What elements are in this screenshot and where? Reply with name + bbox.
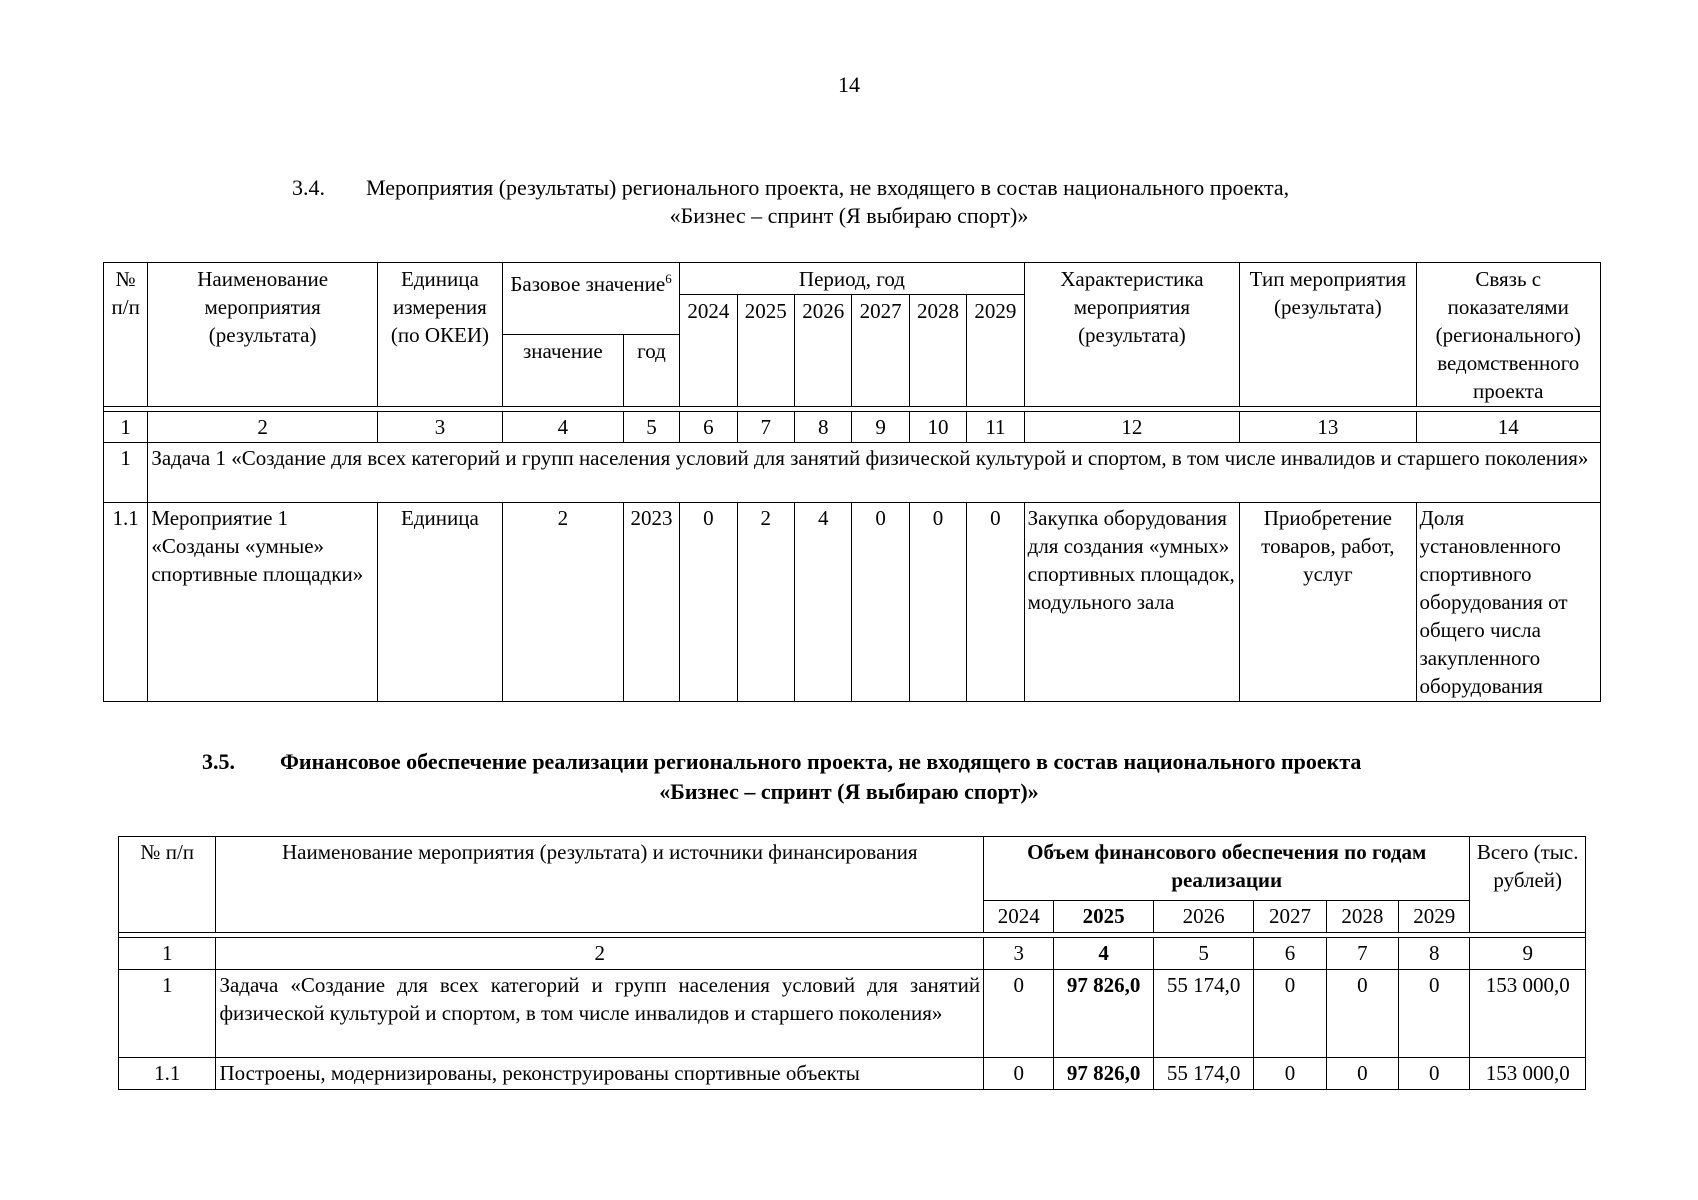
t2-header-year: 2028: [1326, 901, 1398, 933]
t2-row-value: 0: [984, 970, 1054, 1058]
t2-row-value: 55 174,0: [1153, 1058, 1253, 1090]
section-34-title-line2: «Бизнес – спринт (Я выбираю спорт)»: [669, 203, 1029, 228]
t1-header-base-label: Базовое значение: [510, 272, 666, 296]
t2-header-volume: Объем финансового обеспечения по годам реализации: [984, 837, 1470, 901]
t2-row-total: 153 000,0: [1470, 1058, 1586, 1090]
t2-row: [119, 970, 1586, 1058]
t1-header-year: 2026: [795, 295, 852, 407]
page-number: 14: [838, 72, 860, 97]
t2-header-year: 2024: [984, 901, 1054, 933]
t1-col-number: 2: [148, 412, 378, 443]
t1-row-type: Приобретение товаров, работ, услуг: [1240, 503, 1416, 702]
t2-col-number: 6: [1254, 938, 1326, 970]
t2-row-num: 1: [119, 970, 216, 1058]
t1-col-number: 13: [1240, 412, 1416, 443]
events-table: [103, 262, 1601, 702]
t1-col-number: 9: [852, 412, 909, 443]
t1-col-number: 1: [104, 412, 148, 443]
t2-row-name: Задача «Создание для всех категорий и групп населения условий для занятий физической культурой и спортом, в том числе инвалидов и старшего поколения»: [216, 970, 984, 1058]
section-34-title-line1: Мероприятия (результаты) регионального проекта, не входящего в состав национального проекта,: [366, 175, 1290, 200]
t1-col-number: 10: [909, 412, 966, 443]
t1-header-base-year: год: [623, 335, 679, 407]
t1-header-link: Связь с показателями (регионального) ведомственного проекта: [1416, 263, 1601, 407]
t2-header-year: 2029: [1399, 901, 1470, 933]
t1-header-base: [502, 263, 679, 335]
t2-col-number: 1: [119, 938, 216, 970]
t2-row: [119, 1058, 1586, 1090]
section-35-title-line1: Финансовое обеспечение реализации регионального проекта, не входящего в состав национального проекта: [280, 749, 1362, 774]
t2-row-total: 153 000,0: [1470, 970, 1586, 1058]
t1-col-number: 5: [623, 412, 679, 443]
t2-row-name: Построены, модернизированы, реконструированы спортивные объекты: [216, 1058, 984, 1090]
t1-task-row: [104, 443, 1601, 503]
t1-task-text: Задача 1 «Создание для всех категорий и групп населения условий для занятий физической культурой и спортом, в том числе инвалидов и старшего поколения»: [148, 443, 1601, 503]
t1-row-1-1: [104, 503, 1601, 702]
t1-header-year: 2025: [737, 295, 794, 407]
t1-col-number: 4: [502, 412, 623, 443]
t1-header-base-value: значение: [502, 335, 623, 407]
section-35-title-line2: «Бизнес – спринт (Я выбираю спорт)»: [659, 779, 1039, 804]
t1-header-year: 2029: [967, 295, 1024, 407]
t2-header-num: № п/п: [119, 837, 216, 933]
t2-row-value: 97 826,0: [1054, 1058, 1153, 1090]
section-35-number: 3.5.: [202, 749, 235, 774]
section-34-number: 3.4.: [292, 175, 325, 200]
t2-col-number: 8: [1399, 938, 1470, 970]
t1-col-number: 7: [737, 412, 794, 443]
t1-col-number: 8: [795, 412, 852, 443]
t1-header-year: 2027: [852, 295, 909, 407]
t1-row-value: 0: [680, 503, 737, 702]
t1-header-unit: Единица измерения (по ОКЕИ): [377, 263, 502, 407]
t1-row-unit: Единица: [377, 503, 502, 702]
t1-row-characteristic: Закупка оборудования для создания «умных» спортивных площадок, модульного зала: [1024, 503, 1240, 702]
t2-header-year: 2025: [1054, 901, 1153, 933]
t1-row-base-value: 2: [502, 503, 623, 702]
t2-row-value: 0: [1399, 970, 1470, 1058]
t2-col-number: 9: [1470, 938, 1586, 970]
t1-header-year: 2024: [680, 295, 737, 407]
t2-row-value: 0: [1326, 1058, 1398, 1090]
t1-row-value: 2: [737, 503, 794, 702]
t1-col-number: 3: [377, 412, 502, 443]
t1-header-characteristic: Характеристика мероприятия (результата): [1024, 263, 1240, 407]
t1-header-name: Наименование мероприятия (результата): [148, 263, 378, 407]
t1-row-value: 0: [967, 503, 1024, 702]
t1-row-base-year: 2023: [623, 503, 679, 702]
t2-row-value: 97 826,0: [1054, 970, 1153, 1058]
t1-header-num: № п/п: [104, 263, 148, 407]
t1-row-value: 4: [795, 503, 852, 702]
t2-header-name: Наименование мероприятия (результата) и источники финансирования: [216, 837, 984, 933]
t2-header-year: 2026: [1153, 901, 1253, 933]
t2-col-number: 7: [1326, 938, 1398, 970]
t1-col-number: 12: [1024, 412, 1240, 443]
t2-col-number: 2: [216, 938, 984, 970]
t2-row-num: 1.1: [119, 1058, 216, 1090]
t2-col-number: 4: [1054, 938, 1153, 970]
t1-header-type: Тип мероприятия (результата): [1240, 263, 1416, 407]
t2-row-value: 0: [1399, 1058, 1470, 1090]
t1-col-number: 6: [680, 412, 737, 443]
footnote-marker: 6: [665, 271, 672, 286]
t2-row-value: 0: [1326, 970, 1398, 1058]
t1-row-value: 0: [909, 503, 966, 702]
t1-header-period: Период, год: [680, 263, 1024, 295]
t1-task-num: 1: [104, 443, 148, 503]
t2-col-number: 3: [984, 938, 1054, 970]
t1-col-number: 14: [1416, 412, 1601, 443]
t2-header-year: 2027: [1254, 901, 1326, 933]
financing-table: [118, 836, 1586, 1090]
t2-header-total: Всего (тыс. рублей): [1470, 837, 1586, 933]
t2-row-value: 0: [984, 1058, 1054, 1090]
t1-col-number: 11: [967, 412, 1024, 443]
t1-row-link: Доля установленного спортивного оборудования от общего числа закупленного оборудования: [1416, 503, 1601, 702]
t1-row-value: 0: [852, 503, 909, 702]
t1-header-year: 2028: [909, 295, 966, 407]
t1-row-num: 1.1: [104, 503, 148, 702]
t2-row-value: 0: [1254, 970, 1326, 1058]
t2-col-number: 5: [1153, 938, 1253, 970]
t2-row-value: 55 174,0: [1153, 970, 1253, 1058]
t1-row-name: Мероприятие 1 «Созданы «умные» спортивные площадки»: [148, 503, 378, 702]
t2-row-value: 0: [1254, 1058, 1326, 1090]
